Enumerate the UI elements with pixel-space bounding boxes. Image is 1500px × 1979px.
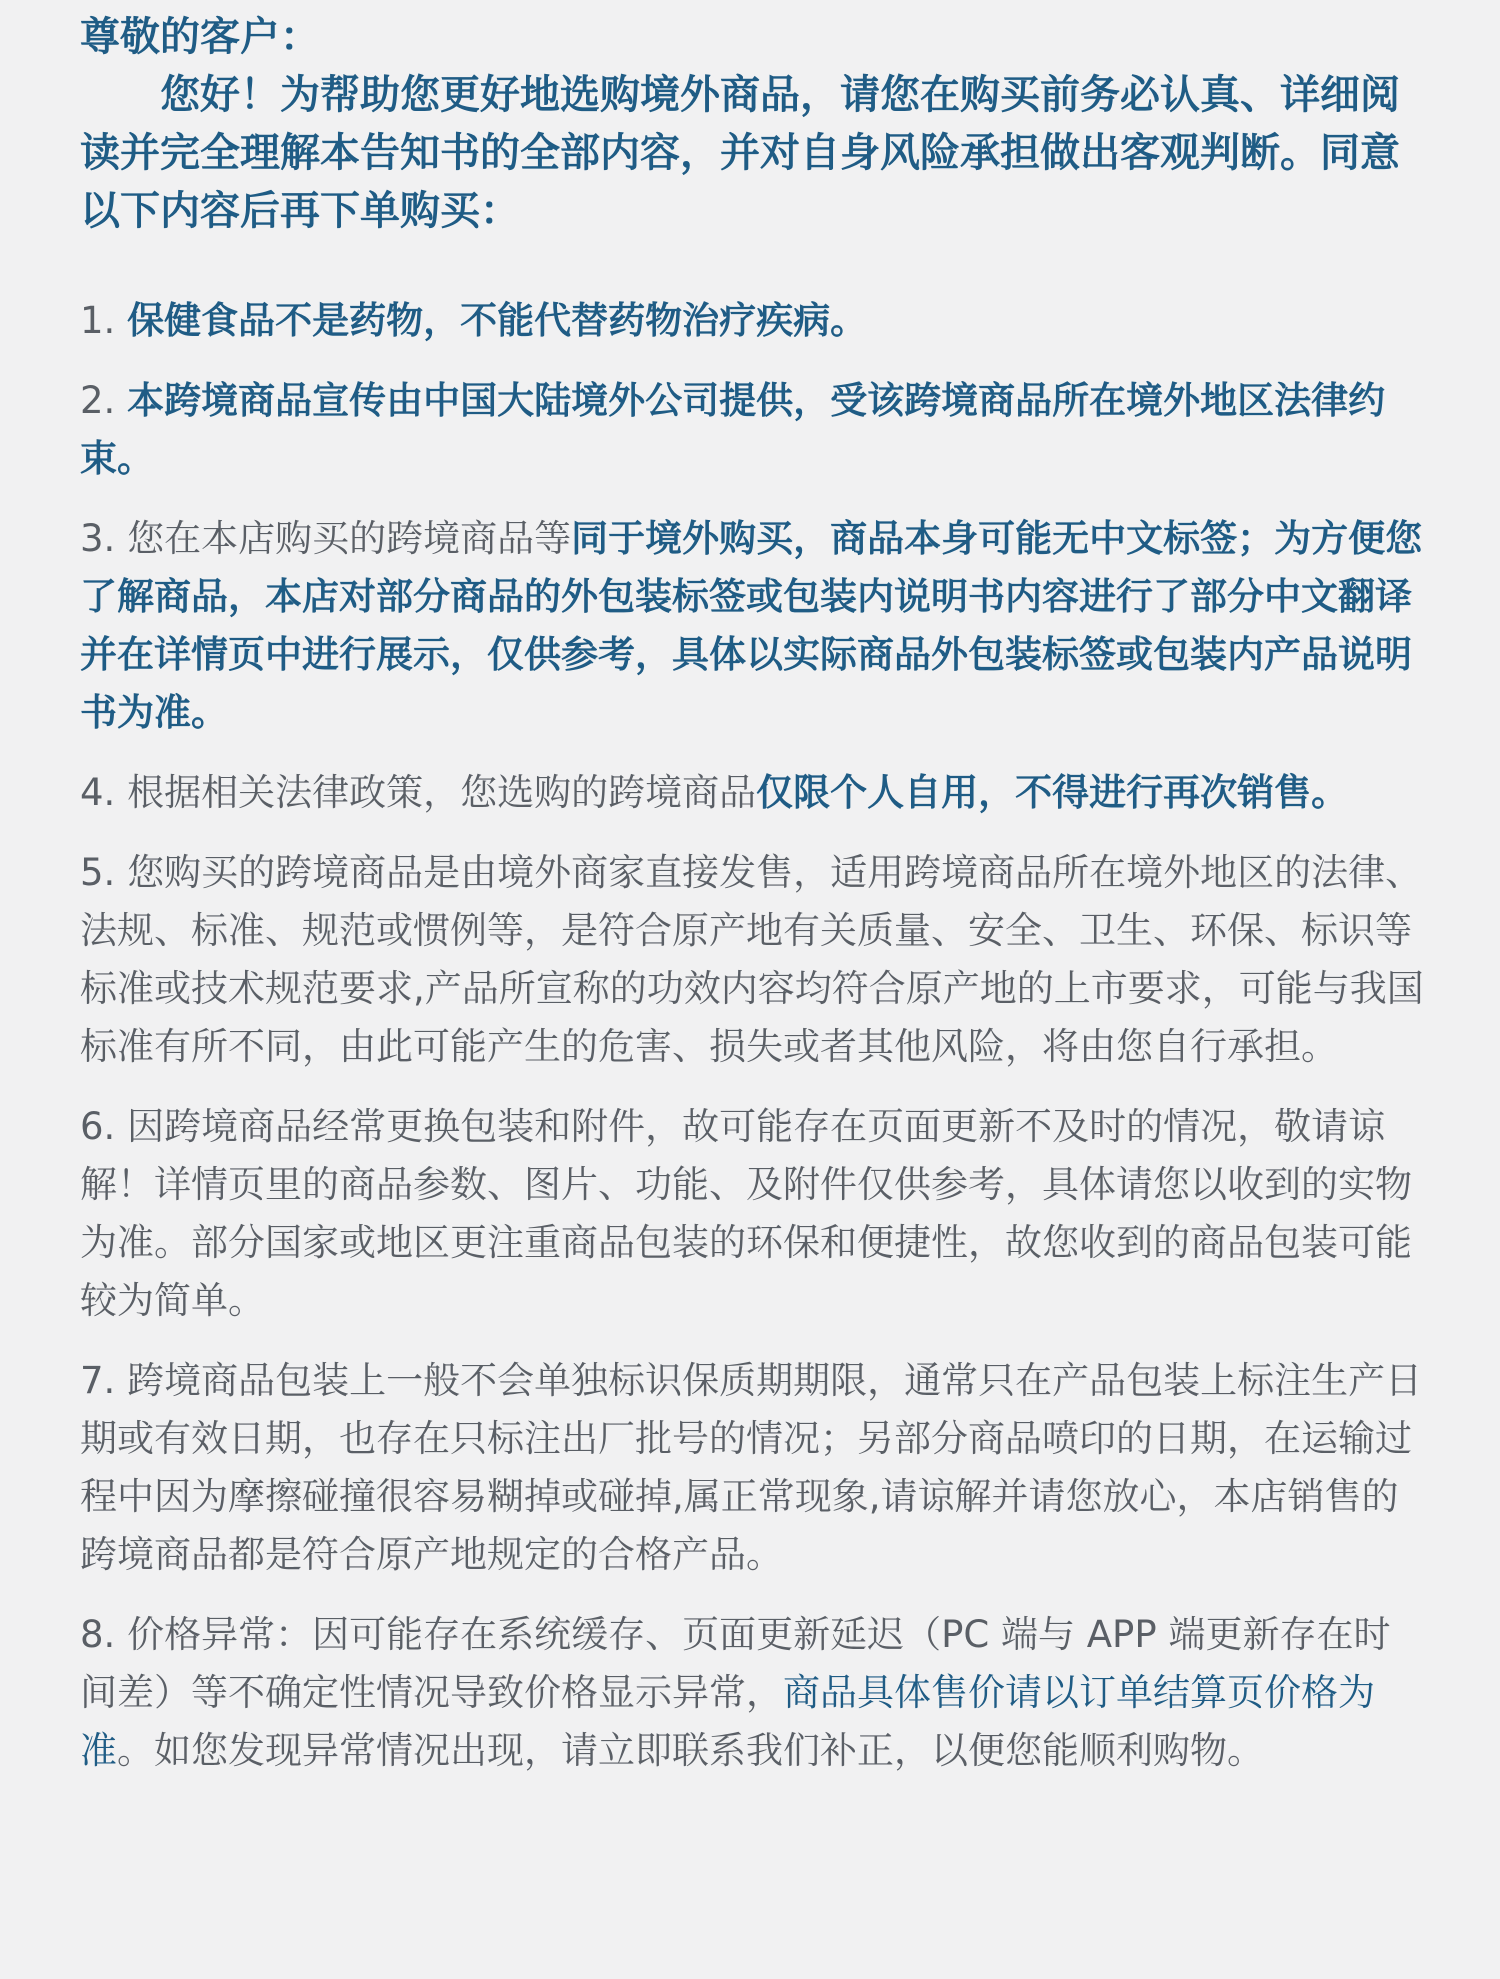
notice-item-7 [80,1352,1424,1584]
item-text: 因跨境商品经常更换包装和附件，故可能存在页面更新不及时的情况，敬请谅解！详情页里的商品参数、图片、功能、及附件仅供参考，具体请您以收到的实物为准。部分国家或地区更注重商品包装的环保和便捷性，故您收到的商品包装可能较为简单。 [80,1105,1412,1322]
item-text: 根据相关法律政策，您选购的跨境商品 [127,771,757,814]
item-highlight: 本跨境商品宣传由中国大陆境外公司提供，受该跨境商品所在境外地区法律约束。 [80,379,1386,480]
item-text: 跨境商品包装上一般不会单独标识保质期期限，通常只在产品包装上标注生产日期或有效日期，也存在只标注出厂批号的情况；另部分商品喷印的日期，在运输过程中因为摩擦碰撞很容易糊掉或碰掉,属正常现象,请谅解并请您放心，本店销售的跨境商品都是符合原产地规定的合格产品。 [80,1359,1423,1576]
notice-item-3 [80,510,1424,742]
greeting: 尊敬的客户： [80,14,320,60]
item-highlight: 保健食品不是药物，不能代替药物治疗疾病。 [127,299,868,342]
item-number: 8. [80,1613,128,1656]
notice-list [80,292,1424,1780]
item-number: 1. [80,299,128,342]
item-number: 6. [80,1105,128,1148]
item-highlight: 仅限个人自用，不得进行再次销售。 [756,771,1349,814]
item-text: 您在本店购买的跨境商品等 [127,517,572,560]
item-text: 价格异常：因可能存在系统缓存、页面更新延迟（PC 端与 APP 端更新存在时间差）等不确定性情况导致价格显示异常， [80,1613,1391,1714]
notice-item-1 [80,292,1424,350]
notice-item-8 [80,1606,1424,1780]
item-number: 2. [80,379,128,422]
item-highlight: 商品具体售价请以订单结算页价格为准 [80,1671,1375,1772]
item-number: 7. [80,1359,128,1402]
item-highlight: 同于境外购买，商品本身可能无中文标签；为方便您了解商品，本店对部分商品的外包装标签或包装内说明书内容进行了部分中文翻译并在详情页中进行展示，仅供参考，具体以实际商品外包装标签或包装内产品说明书为准。 [80,517,1423,734]
notice-item-5 [80,844,1424,1076]
item-text: 您购买的跨境商品是由境外商家直接发售，适用跨境商品所在境外地区的法律、法规、标准、规范或惯例等，是符合原产地有关质量、安全、卫生、环保、标识等标准或技术规范要求,产品所宣称的功效内容均符合原产地的上市要求，可能与我国标准有所不同，由此可能产生的危害、损失或者其他风险，将由您自行承担。 [80,851,1424,1068]
notice-item-6 [80,1098,1424,1330]
item-number: 3. [80,517,128,560]
item-number: 4. [80,771,128,814]
notice-item-4 [80,764,1424,822]
item-text-tail: 。如您发现异常情况出现，请立即联系我们补正，以便您能顺利购物。 [117,1729,1264,1772]
notice-item-2 [80,372,1424,488]
item-number: 5. [80,851,128,894]
intro-paragraph: 您好！为帮助您更好地选购境外商品，请您在购买前务必认真、详细阅读并完全理解本告知书的全部内容，并对自身风险承担做出客观判断。同意以下内容后再下单购买： [80,72,1400,234]
